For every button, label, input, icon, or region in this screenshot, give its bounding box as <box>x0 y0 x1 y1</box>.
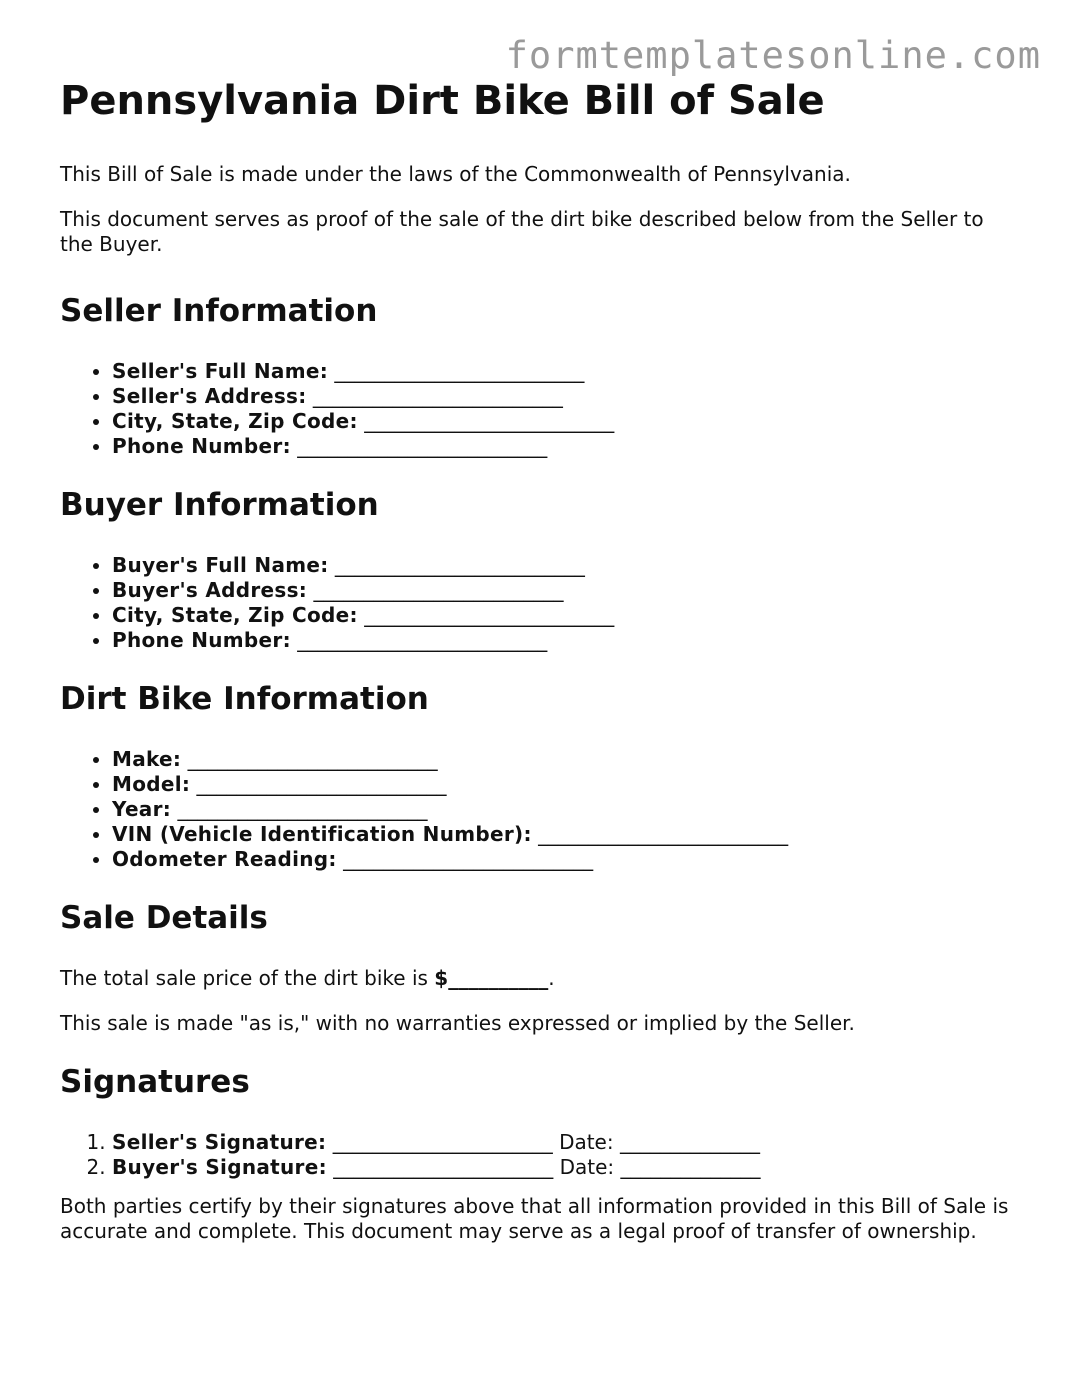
signature-line[interactable]: ______________________ <box>332 1130 553 1154</box>
fill-line[interactable]: _________________________ <box>312 384 563 408</box>
field-label: Seller's Full Name: <box>112 359 329 383</box>
document-page <box>60 74 1020 1264</box>
fill-line[interactable]: _________________________ <box>196 772 447 796</box>
sale-price <box>60 966 1020 991</box>
fill-line[interactable]: _________________________ <box>313 578 564 602</box>
as-is-statement: This sale is made "as is," with no warranties expressed or implied by the Seller. <box>60 1011 855 1035</box>
field-label: City, State, Zip Code: <box>112 409 358 433</box>
list-item <box>112 847 1020 872</box>
list-item <box>112 384 1020 409</box>
seller-heading: Seller Information <box>60 293 378 329</box>
field-label: Model: <box>112 772 191 796</box>
list-item <box>112 1155 1020 1180</box>
bike-heading: Dirt Bike Information <box>60 681 429 717</box>
sale-heading: Sale Details <box>60 900 268 936</box>
buyer-fields <box>60 553 1020 653</box>
price-prefix: The total sale price of the dirt bike is <box>60 966 435 990</box>
closing-statement: Both parties certify by their signatures above that all information provided in this Bill of Sale is accurate and complete. This document may serve as a legal proof of transfer of ownership. <box>60 1194 1009 1243</box>
field-label: Odometer Reading: <box>112 847 337 871</box>
fill-line[interactable]: _________________________ <box>538 822 789 846</box>
fill-line[interactable]: _________________________ <box>364 409 615 433</box>
watermark: formtemplatesonline.com <box>505 34 1041 77</box>
field-label: Make: <box>112 747 182 771</box>
price-fill-line[interactable]: $__________ <box>434 966 549 990</box>
field-label: Buyer's Address: <box>112 578 308 602</box>
list-item <box>112 434 1020 459</box>
list-item <box>112 628 1020 653</box>
field-label: Buyer's Full Name: <box>112 553 329 577</box>
list-item <box>112 359 1020 384</box>
list-item <box>112 797 1020 822</box>
list-item <box>112 578 1020 603</box>
buyer-heading: Buyer Information <box>60 487 379 523</box>
field-label: City, State, Zip Code: <box>112 603 358 627</box>
seller-fields <box>60 359 1020 459</box>
signature-label: Seller's Signature: <box>112 1130 327 1154</box>
fill-line[interactable]: _________________________ <box>187 747 438 771</box>
fill-line[interactable]: _________________________ <box>334 553 585 577</box>
fill-line[interactable]: _________________________ <box>177 797 428 821</box>
list-item <box>112 822 1020 847</box>
field-label: Year: <box>112 797 172 821</box>
field-label: VIN (Vehicle Identification Number): <box>112 822 532 846</box>
list-item <box>112 553 1020 578</box>
intro-paragraph-1: This Bill of Sale is made under the laws of the Commonwealth of Pennsylvania. <box>60 162 851 186</box>
list-item <box>112 603 1020 628</box>
fill-line[interactable]: _________________________ <box>297 434 548 458</box>
signature-label: Buyer's Signature: <box>112 1155 327 1179</box>
signatures-heading: Signatures <box>60 1064 250 1100</box>
list-item <box>112 747 1020 772</box>
date-line[interactable]: ______________ <box>619 1130 760 1154</box>
date-line[interactable]: ______________ <box>620 1155 761 1179</box>
fill-line[interactable]: _________________________ <box>334 359 585 383</box>
list-item <box>112 409 1020 434</box>
field-label: Phone Number: <box>112 434 291 458</box>
bike-fields <box>60 747 1020 872</box>
list-item <box>112 1130 1020 1155</box>
fill-line[interactable]: _________________________ <box>343 847 594 871</box>
fill-line[interactable]: _________________________ <box>364 603 615 627</box>
field-label: Phone Number: <box>112 628 291 652</box>
field-label: Seller's Address: <box>112 384 307 408</box>
price-suffix: . <box>548 966 555 990</box>
signature-line[interactable]: ______________________ <box>333 1155 554 1179</box>
fill-line[interactable]: _________________________ <box>297 628 548 652</box>
date-label: Date: <box>559 1155 615 1179</box>
intro-paragraph-2: This document serves as proof of the sale of the dirt bike described below from the Seller to the Buyer. <box>60 207 984 256</box>
page-title: Pennsylvania Dirt Bike Bill of Sale <box>60 78 825 124</box>
signature-list <box>60 1130 1020 1180</box>
list-item <box>112 772 1020 797</box>
date-label: Date: <box>559 1130 614 1154</box>
